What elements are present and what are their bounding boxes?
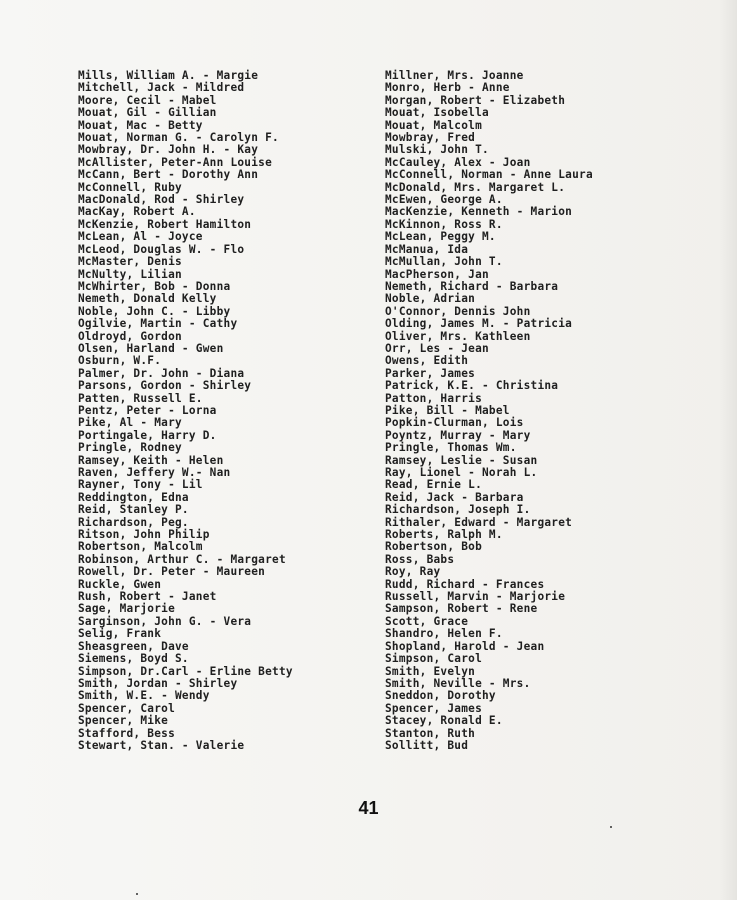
name-entry: Ramsey, Keith - Helen [78,453,224,467]
name-entry: Smith, W.E. - Wendy [78,689,210,703]
name-entry: Mouat, Gil - Gillian [78,106,217,120]
name-entry: Osburn, W.F. [78,354,162,368]
name-entry: Siemens, Boyd S. [78,652,189,666]
name-entry: Stanton, Ruth [385,726,476,740]
left-name-column [78,70,378,752]
name-entry: MacKenzie, Kenneth - Marion [385,205,573,219]
name-entry: McEwen, George A. [385,193,503,207]
name-entry: Noble, Adrian [385,292,476,306]
name-entry: Russell, Marvin - Marjorie [385,590,566,604]
name-entry: O'Connor, Dennis John [385,304,531,318]
name-entry: Shandro, Helen F. [385,627,503,641]
name-entry: Smith, Neville - Mrs. [385,676,531,690]
name-entry: Owens, Edith [385,354,469,368]
name-entry: Portingale, Harry D. [78,428,217,442]
name-entry: Pringle, Rodney [78,441,182,455]
name-entry: McMaster, Denis [78,255,182,269]
name-entry: Patten, Russell E. [78,391,203,405]
name-entry: Ogilvie, Martin - Cathy [78,317,238,331]
name-entry: Ritson, John Philip [78,528,210,542]
name-entry: Noble, John C. - Libby [78,304,231,318]
name-entry: McNulty, Lilian [78,267,182,281]
name-entry: Simpson, Dr.Carl - Erline Betty [78,664,293,678]
name-entry: Smith, Evelyn [385,664,476,678]
name-entry: Parker, James [385,366,476,380]
name-entry: Reddington, Edna [78,490,189,504]
name-entry: Shopland, Harold - Jean [385,639,545,653]
name-entry: McLean, Al - Joyce [78,230,203,244]
name-entry: Richardson, Joseph I. [385,503,531,517]
name-entry: Patton, Harris [385,391,483,405]
name-entry: Rayner, Tony - Lil [78,478,203,492]
name-entry: Sarginson, John G. - Vera [78,614,252,628]
name-entry: McConnell, Norman - Anne Laura [385,168,593,182]
name-entry: Poyntz, Murray - Mary [385,428,531,442]
name-entry: Parsons, Gordon - Shirley [78,379,252,393]
name-entry: Richardson, Peg. [78,515,189,529]
name-entry: McConnell, Ruby [78,180,182,194]
name-entry: Ross, Babs [385,552,455,566]
name-entry: Patrick, K.E. - Christina [385,379,559,393]
name-entry: McLean, Peggy M. [385,230,496,244]
name-entry: Oldroyd, Gordon [78,329,182,343]
name-entry: Oliver, Mrs. Kathleen [385,329,531,343]
name-entry: MacPherson, Jan [385,267,489,281]
name-entry: Raven, Jeffery W.- Nan [78,466,231,479]
name-entry: Spencer, James [385,701,483,715]
name-entry: Stacey, Ronald E. [385,714,503,728]
name-entry: McDonald, Mrs. Margaret L. [385,180,566,194]
name-entry: Pringle, Thomas Wm. [385,441,517,455]
name-entry: Stafford, Bess [78,726,176,740]
name-entry: Sollitt, Bud [385,738,469,752]
name-entry: Roy, Ray [385,565,441,579]
name-entry: McWhirter, Bob - Donna [78,279,231,293]
name-entry: Selig, Frank [78,627,162,641]
name-entry: Olsen, Harland - Gwen [78,341,224,355]
name-entry: McLeod, Douglas W. - Flo [78,242,245,256]
right-name-column [385,70,730,752]
name-entry: Roberts, Ralph M. [385,528,503,542]
name-entry: Mowbray, Dr. John H. - Kay [78,143,259,157]
name-entry: Rowell, Dr. Peter - Maureen [78,565,266,579]
name-entry: Smith, Jordan - Shirley [78,676,238,690]
name-entry: Read, Ernie L. [385,478,483,492]
name-entry: Sneddon, Dorothy [385,689,496,703]
name-entry: Nemeth, Donald Kelly [78,292,217,306]
name-entry: Pentz, Peter - Lorna [78,403,217,417]
name-entry: Mitchell, Jack - Mildred [78,81,245,95]
name-entry: McCauley, Alex - Joan [385,155,531,169]
name-entry: Sampson, Robert - Rene [385,602,538,616]
name-entry: Robinson, Arthur C. - Margaret [78,552,286,566]
name-entry: McCann, Bert - Dorothy Ann [78,168,259,182]
name-entry: Mouat, Isobella [385,106,489,120]
name-entry: Rudd, Richard - Frances [385,577,545,591]
name-entry: Ray, Lionel - Norah L. [385,466,538,479]
name-entry: Popkin-Clurman, Lois [385,416,524,430]
name-entry: Morgan, Robert - Elizabeth [385,93,566,107]
name-entry: Mouat, Mac - Betty [78,118,203,132]
name-entry: Spencer, Carol [78,701,176,715]
name-entry: McKenzie, Robert Hamilton [78,217,252,231]
name-entry: MacDonald, Rod - Shirley [78,193,245,207]
name-entry: Millner, Mrs. Joanne [385,69,524,82]
name-entry: Rithaler, Edward - Margaret [385,515,573,529]
name-entry: Mulski, John T. [385,143,489,157]
name-entry: Mouat, Norman G. - Carolyn F. [78,131,279,145]
name-entry: Nemeth, Richard - Barbara [385,279,559,293]
name-entry: Robertson, Bob [385,540,483,554]
page-number: 41 [358,798,379,818]
name-entry: McMullan, John T. [385,255,503,269]
name-entry: McAllister, Peter-Ann Louise [78,155,273,169]
paper-speck [610,826,612,828]
name-entry: Monro, Herb - Anne [385,81,510,95]
name-entry: Simpson, Carol [385,652,483,666]
name-entry: Reid, Jack - Barbara [385,490,524,504]
name-entry: Orr, Les - Jean [385,341,489,355]
name-entry: Mouat, Malcolm [385,118,483,132]
name-entry: McKinnon, Ross R. [385,217,503,231]
name-entry: McManua, Ida [385,242,469,256]
name-entry: Stewart, Stan. - Valerie [78,738,245,752]
name-entry: Rush, Robert - Janet [78,590,217,604]
paper-speck [136,893,138,895]
name-entry: Ruckle, Gwen [78,577,162,591]
name-entry: MacKay, Robert A. [78,205,196,219]
name-entry: Pike, Al - Mary [78,416,182,430]
name-entry: Sage, Marjorie [78,602,176,616]
name-entry: Mills, William A. - Margie [78,69,259,82]
name-entry: Reid, Stanley P. [78,503,189,517]
name-entry: Palmer, Dr. John - Diana [78,366,245,380]
name-entry: Sheasgreen, Dave [78,639,189,653]
name-entry: Moore, Cecil - Mabel [78,93,217,107]
name-entry: Robertson, Malcolm [78,540,203,554]
name-entry: Pike, Bill - Mabel [385,403,510,417]
name-entry: Ramsey, Leslie - Susan [385,453,538,467]
name-entry: Mowbray, Fred [385,131,476,145]
name-entry: Scott, Grace [385,614,469,628]
name-entry: Spencer, Mike [78,714,169,728]
name-entry: Olding, James M. - Patricia [385,317,573,331]
